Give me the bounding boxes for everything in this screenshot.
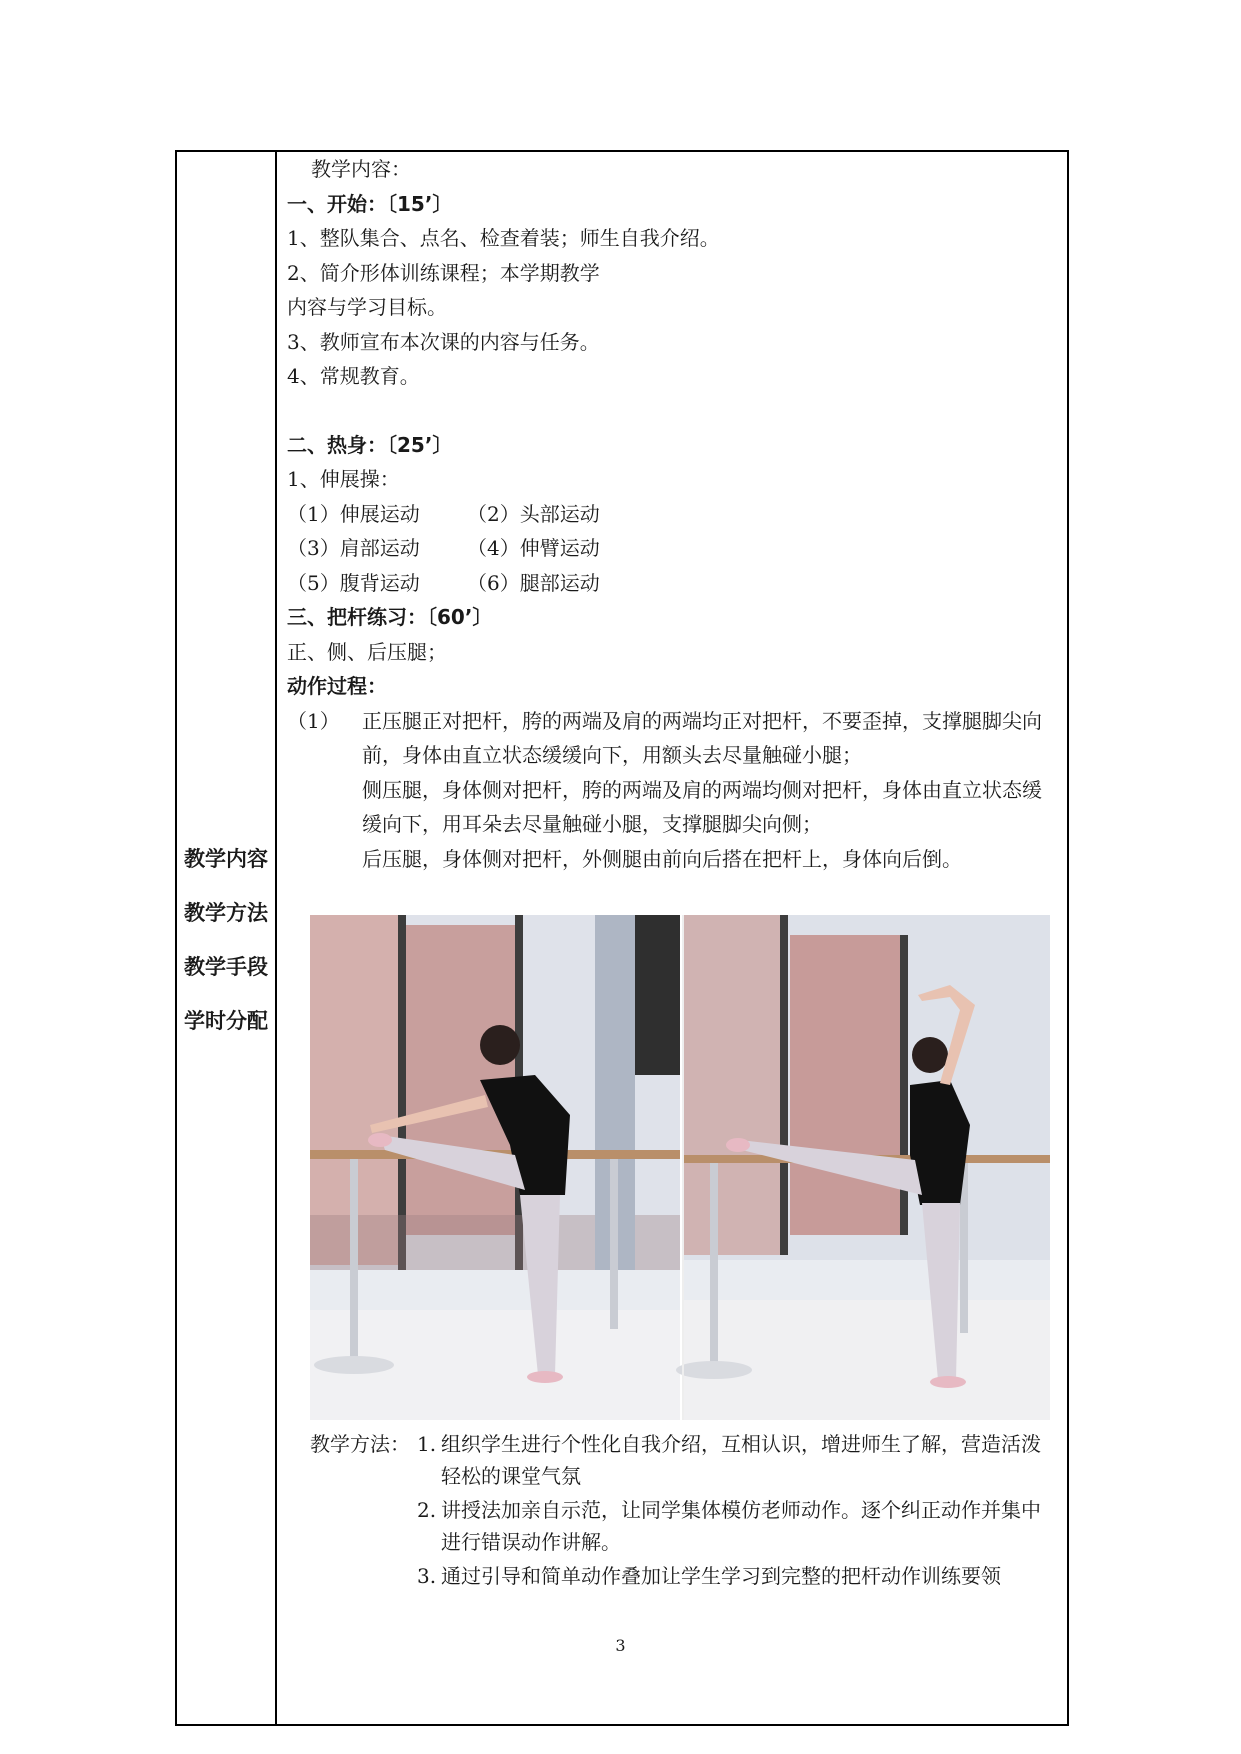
barre-subtitle: 正、侧、后压腿； [287, 639, 447, 664]
section-start-item: 1、整队集合、点名、检查着装；师生自我介绍。 [287, 226, 720, 250]
warmup-row [287, 497, 1057, 532]
ballet-photo [310, 915, 1050, 1420]
warmup-item: （4）伸臂运动 [467, 536, 600, 560]
section-barre-title: 三、把杆练习：〔60’〕 [287, 605, 493, 629]
section-start-title: 一、开始：〔15’〕 [287, 191, 453, 216]
page-number: 3 [615, 1636, 626, 1655]
warmup-item: （3）肩部运动 [287, 536, 420, 560]
label-teaching-content: 教学内容 [184, 847, 268, 871]
step-paragraph: 侧压腿，身体侧对把杆，胯的两端及肩的两端均侧对把杆，身体由直立状态缓缓向下，用耳朵去尽量触碰小腿，支撑腿脚尖向侧； [362, 777, 1042, 836]
warmup-row [287, 566, 1057, 601]
method-text: 组织学生进行个性化自我介绍，互相认识，增进师生了解，营造活泼轻松的课堂气氛 [441, 1432, 1041, 1488]
teaching-methods [310, 1428, 1060, 1594]
warmup-subtitle: 1、伸展操： [287, 467, 400, 491]
section-start-item: 3、教师宣布本次课的内容与任务。 [287, 329, 600, 354]
column-divider [275, 152, 277, 1724]
section-start-item: 内容与学习目标。 [287, 295, 447, 319]
warmup-item: （6）腿部运动 [467, 570, 600, 595]
method-number: 3. [417, 1564, 437, 1588]
warmup-row [287, 531, 1057, 566]
label-hour-allocation: 学时分配 [184, 1009, 268, 1033]
methods-label: 教学方法： [310, 1432, 410, 1456]
section-warmup-title: 二、热身：〔25’〕 [287, 432, 453, 457]
step-number: （1） [287, 708, 340, 733]
warmup-item: （1）伸展运动 [287, 501, 420, 526]
process-title: 动作过程： [287, 674, 387, 698]
method-text: 讲授法加亲自示范，让同学集体模仿老师动作。逐个纠正动作并集中进行错误动作讲解。 [441, 1498, 1041, 1554]
section-start-item: 4、常规教育。 [287, 364, 420, 388]
method-text: 通过引导和简单动作叠加让学生学习到完整的把杆动作训练要领 [441, 1564, 1001, 1588]
content-column [287, 152, 1057, 876]
method-number: 2. [417, 1498, 437, 1522]
left-header-column [177, 832, 275, 1048]
process-step [287, 704, 1057, 877]
label-teaching-method: 教学方法 [184, 901, 268, 925]
method-number: 1. [417, 1432, 437, 1456]
method-item [417, 1560, 1060, 1592]
step-paragraph: 后压腿，身体侧对把杆，外侧腿由前向后搭在把杆上，身体向后倒。 [362, 846, 962, 871]
method-item [417, 1428, 1060, 1492]
label-teaching-means: 教学手段 [184, 955, 268, 979]
warmup-item: （2）头部运动 [467, 501, 600, 526]
method-item [417, 1494, 1060, 1558]
section-start-item: 2、简介形体训练课程；本学期教学 [287, 260, 600, 285]
intro-label: 教学内容： [311, 157, 411, 181]
warmup-item: （5）腹背运动 [287, 570, 420, 595]
step-paragraph: 正压腿正对把杆，胯的两端及肩的两端均正对把杆，不要歪掉，支撑腿脚尖向前，身体由直立状态缓缓向下，用额头去尽量触碰小腿； [362, 708, 1042, 767]
